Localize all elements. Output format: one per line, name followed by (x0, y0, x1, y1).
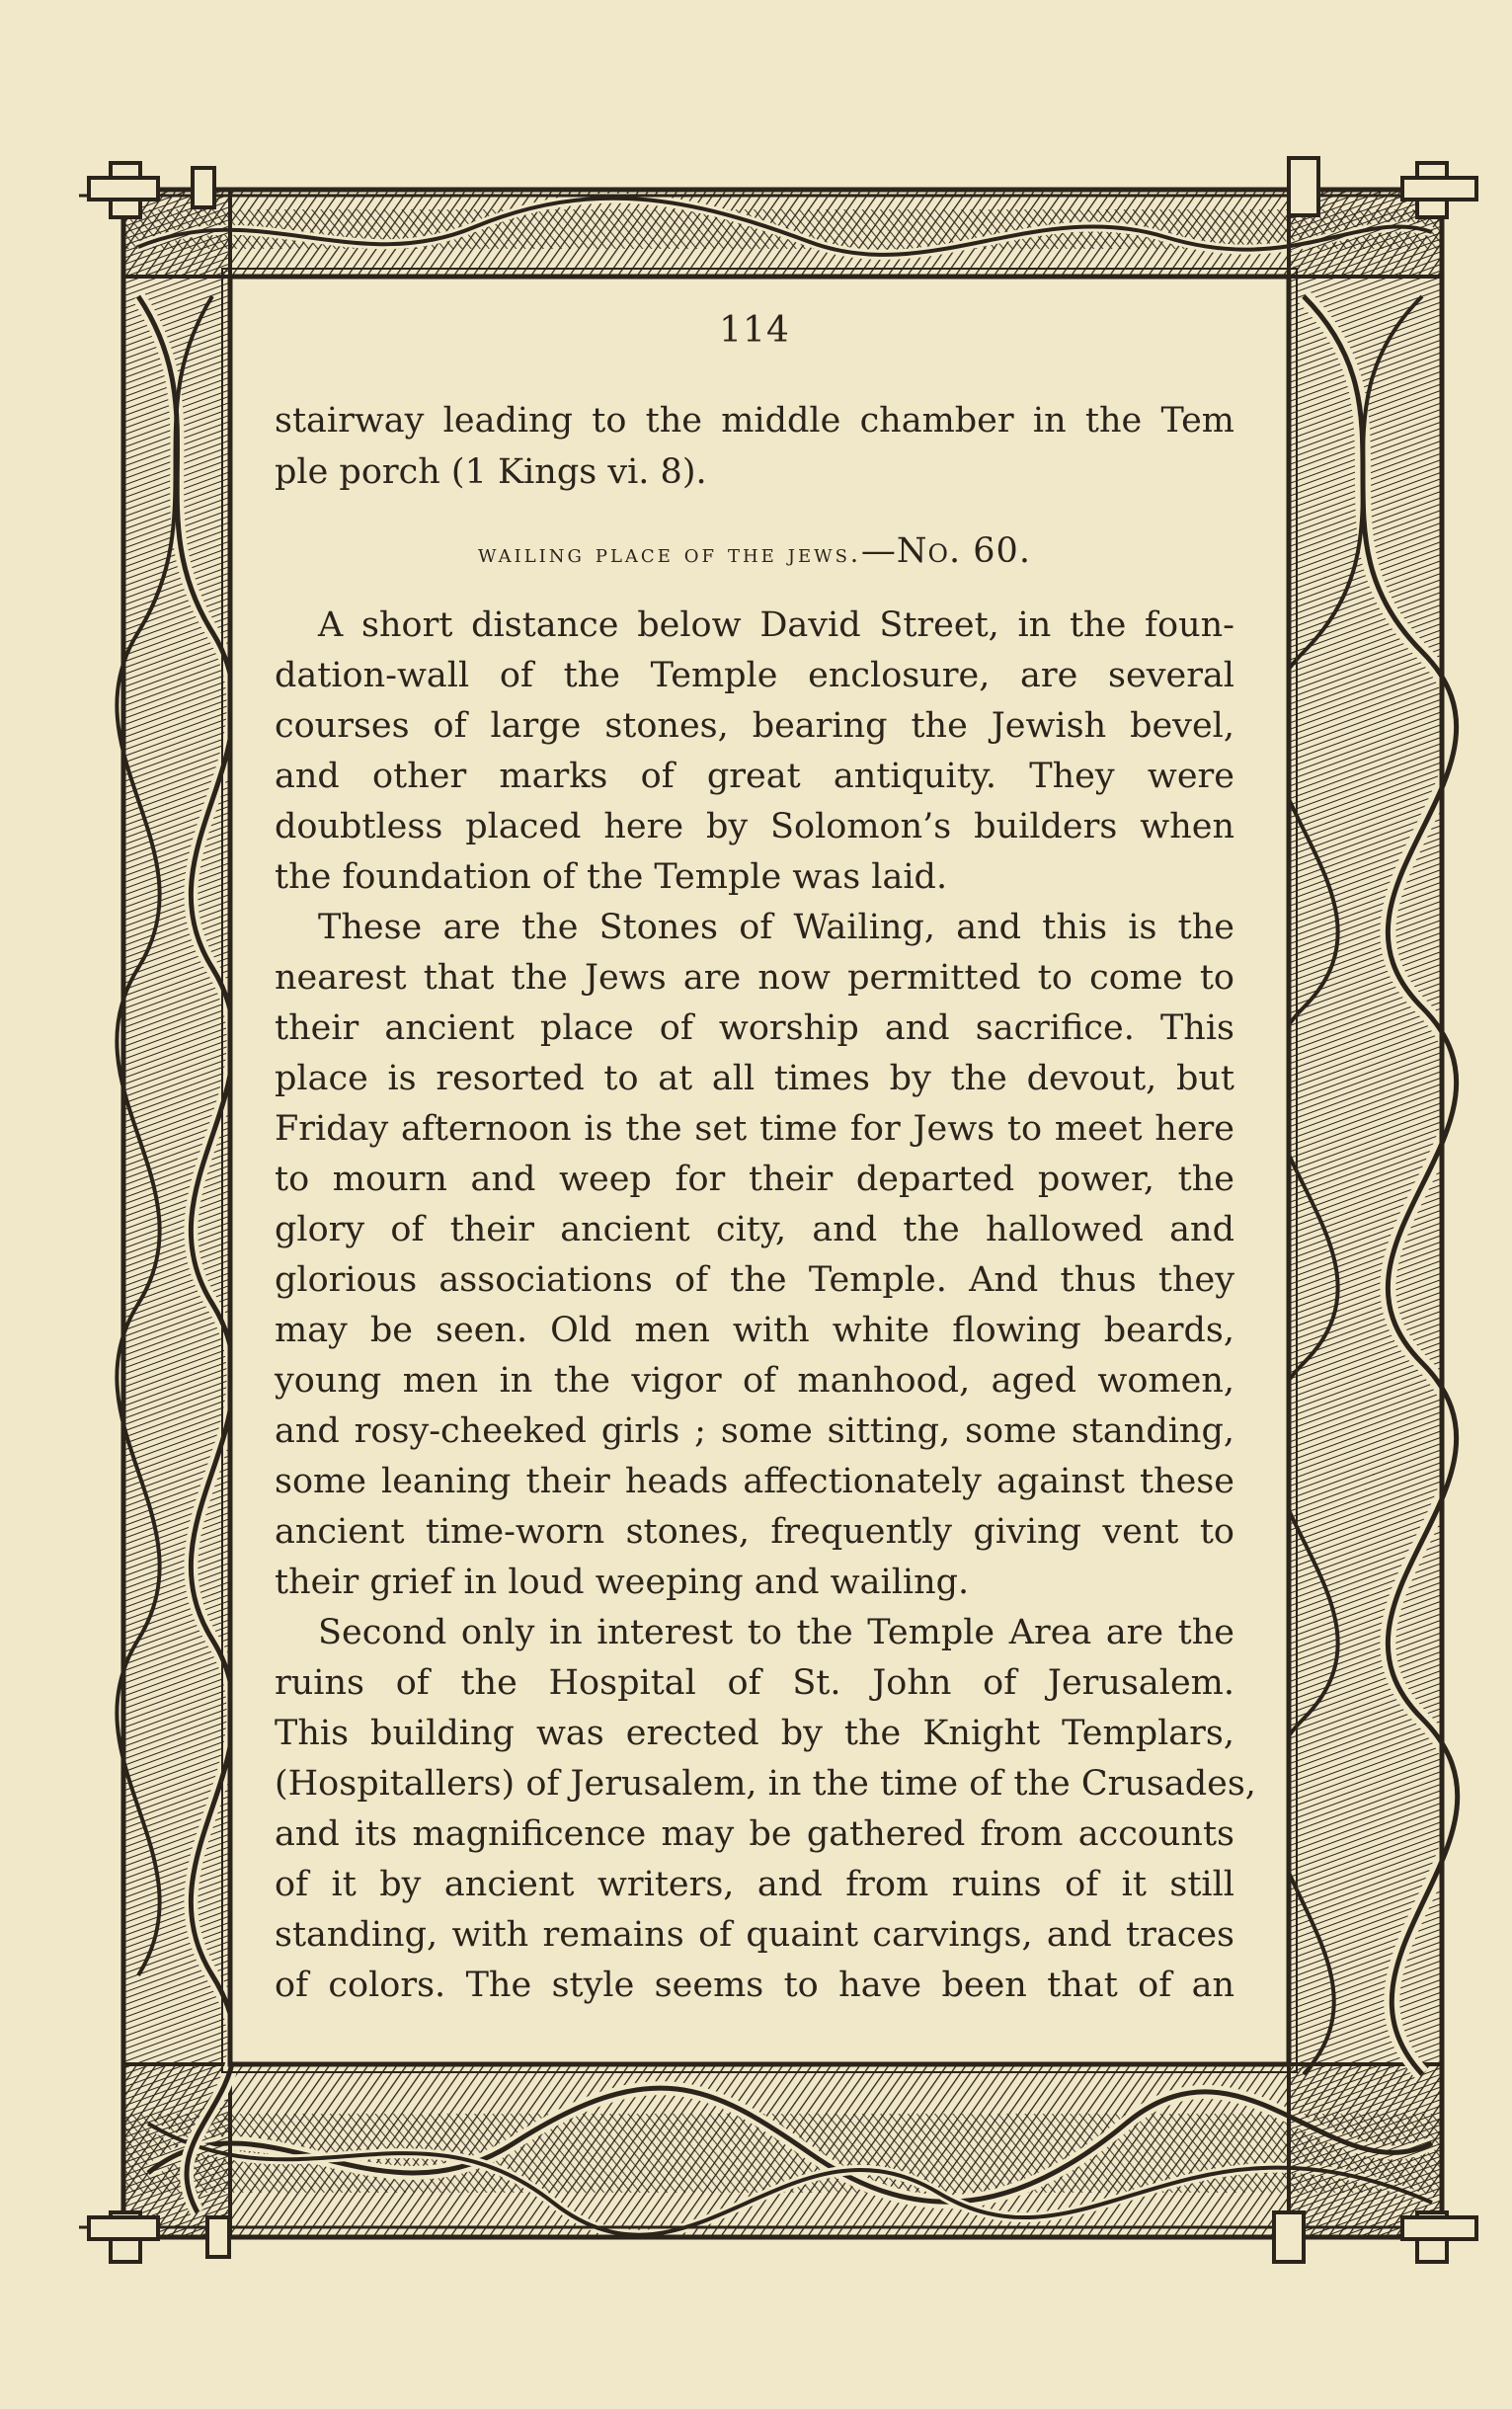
text-panel (275, 296, 1256, 2045)
section-heading-number: —No. 60. (860, 531, 1031, 571)
text-line: Second only in interest to the Temple Area are the (318, 1613, 1234, 1652)
text-line: ple porch (1 Kings vi. 8). (275, 452, 707, 492)
section-heading-title: wailing place of the jews. (478, 539, 861, 568)
text-line: to mourn and weep for their departed power, the (275, 1160, 1234, 1199)
text-line: courses of large stones, bearing the Jewish bevel, (275, 706, 1234, 746)
text-line: of it by ancient writers, and from ruins of it still (275, 1865, 1234, 1904)
text-line: glory of their ancient city, and the hallowed and (275, 1210, 1234, 1249)
border-bottom-band (123, 2064, 1442, 2237)
text-line: nearest that the Jews are now permitted to come to (275, 958, 1234, 998)
text-line: stairway leading to the middle chamber in the Tem (275, 401, 1234, 441)
text-line: These are the Stones of Wailing, and this is the (318, 908, 1234, 947)
text-line: doubtless placed here by Solomon’s builders when (275, 807, 1234, 846)
text-line: their ancient place of worship and sacrifice. This (275, 1008, 1234, 1048)
text-line: place is resorted to at all times by the devout, but (275, 1059, 1234, 1098)
text-line: ancient time-worn stones, frequently giving vent to (275, 1512, 1234, 1552)
corner-ornament-bottom-left (89, 2212, 229, 2262)
text-line: and other marks of great antiquity. They were (275, 757, 1234, 796)
text-line: glorious associations of the Temple. And thus they (275, 1260, 1234, 1300)
border-left-band (117, 190, 234, 2237)
section-heading (275, 530, 1234, 575)
text-line: dation-wall of the Temple enclosure, are several (275, 656, 1234, 695)
text-line: some leaning their heads affectionately against these (275, 1462, 1234, 1501)
text-line: A short distance below David Street, in the foun- (318, 605, 1234, 645)
text-line: young men in the vigor of manhood, aged women, (275, 1361, 1234, 1401)
text-line: standing, with remains of quaint carvings, and traces (275, 1915, 1234, 1955)
text-line: the foundation of the Temple was laid. (275, 857, 948, 897)
page-number: 114 (719, 310, 790, 351)
text-line: of colors. The style seems to have been that of an (275, 1966, 1234, 2005)
text-line: may be seen. Old men with white flowing beards, (275, 1311, 1234, 1350)
text-line: and rosy-cheeked girls ; some sitting, some standing, (275, 1411, 1234, 1451)
text-line: and its magnificence may be gathered from accounts (275, 1814, 1234, 1854)
text-line: Friday afternoon is the set time for Jews to meet here (275, 1109, 1234, 1149)
border-top-band (123, 190, 1442, 277)
text-line: This building was erected by the Knight Templars, (275, 1714, 1234, 1753)
text-line: their grief in loud weeping and wailing. (275, 1563, 970, 1602)
text-line: ruins of the Hospital of St. John of Jerusalem. (275, 1663, 1234, 1703)
text-line: (Hospitallers) of Jerusalem, in the time of the Crusades, (275, 1764, 1256, 1804)
